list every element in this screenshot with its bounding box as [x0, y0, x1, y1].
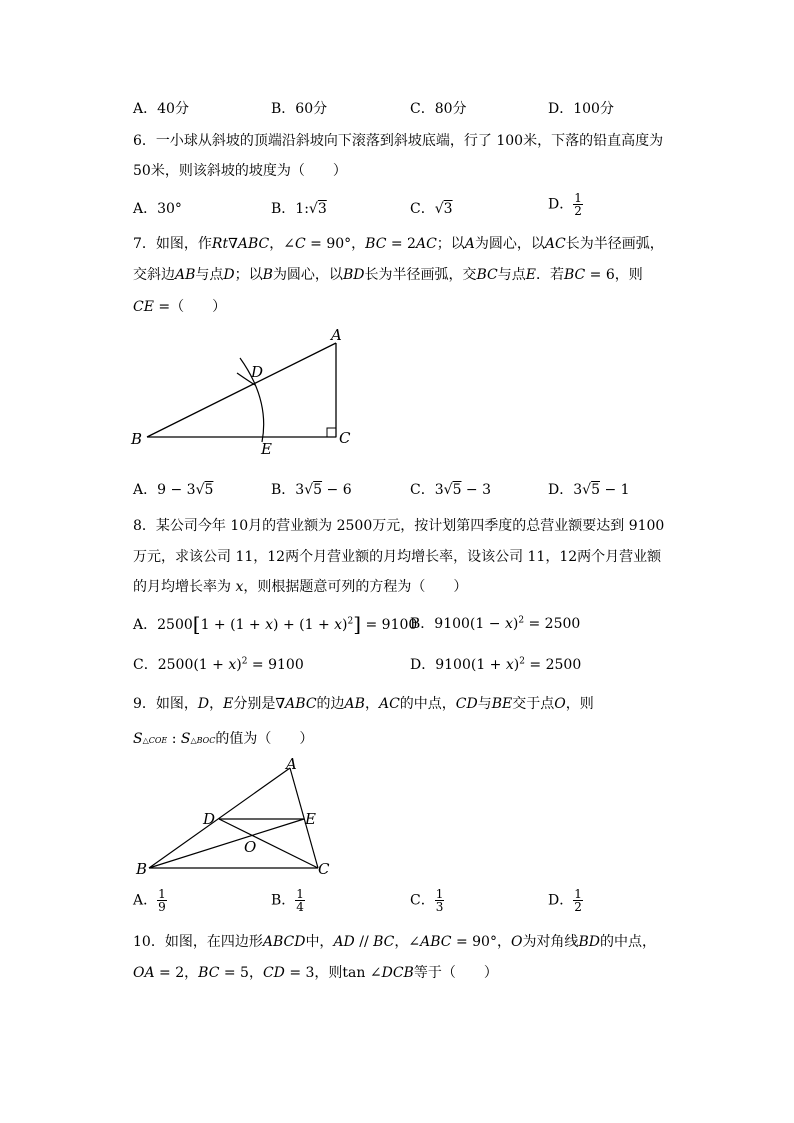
- q7-segment-ab: [147, 343, 336, 437]
- q7-option-d: D．3√5 − 1: [548, 482, 630, 498]
- q8-stem-line-2: 万元，求该公司 11，12两个月营业额的月均增长率，设该公司 11，12两个月营业额: [133, 549, 662, 565]
- q9-figure: [130, 755, 340, 880]
- q9-label-d: D: [203, 810, 216, 828]
- q7-label-d: D: [251, 363, 264, 381]
- q5-option-b: B．60分: [271, 101, 328, 117]
- q6-option-d: D． $\frac{1}{2}$: [548, 191, 582, 218]
- q9-label-b: B: [136, 860, 148, 878]
- q6-option-c: C．√3: [410, 201, 453, 217]
- q9-fraction-a: $\frac{1}{9}$: [158, 887, 166, 914]
- q8-option-a: A．$2500[1 + (1 + x) + (1 + x)^2] = 9100$: [133, 612, 418, 636]
- q9-label-e: E: [305, 810, 316, 828]
- q7-label-e: E: [261, 440, 272, 458]
- q7-label-a: A: [331, 326, 342, 344]
- q7-right-angle-mark: [327, 428, 336, 437]
- q9-label-o: O: [244, 838, 257, 856]
- q5-option-a: A．40分: [133, 101, 189, 117]
- q8-stem-line-1: 8．某公司今年 10月的营业额为 2500万元，按计划第四季度的总营业额要达到 9100: [133, 518, 665, 534]
- q5-option-c: C．80分: [410, 101, 467, 117]
- q7-option-b: B．3√5 − 6: [271, 482, 352, 498]
- q9-option-c: C． $\frac{1}{3}$: [410, 887, 444, 914]
- q9-option-d: D． $\frac{1}{2}$: [548, 887, 582, 914]
- q8-stem-line-3: 的月均增长率为 x，则根据题意可列的方程为（ ）: [133, 579, 468, 595]
- q7-label-b: B: [131, 430, 143, 448]
- q8-option-c: C．$2500(1 + x)^2 = 9100$: [133, 656, 304, 673]
- q6-stem-line-2: 50米，则该斜坡的坡度为（ ）: [133, 163, 347, 179]
- q9-fraction-b: $\frac{1}{4}$: [296, 887, 304, 914]
- q10-stem-line-2: OA = 2，BC = 5，CD = 3，则tan ∠DCB等于（ ）: [133, 965, 498, 981]
- q9-segment-cd: [219, 819, 318, 868]
- q9-segment-be: [149, 819, 304, 868]
- q9-label-c: C: [318, 860, 330, 878]
- q6-option-b: B．1:√3: [271, 201, 327, 217]
- q7-option-a: A．9 − 3√5: [133, 482, 214, 498]
- q9-stem-line-1: 9．如图，D，E分别是∇ABC的边AB，AC的中点，CD与BE交于点O，则: [133, 696, 594, 712]
- q6-option-a: A．30°: [133, 201, 182, 217]
- q7-stem-line-1: 7．如图，作Rt∇ABC，∠C = 90°，BC = 2AC；以A为圆心，以AC长为半径画弧，: [133, 236, 664, 252]
- q9-option-b: B． $\frac{1}{4}$: [271, 887, 304, 914]
- q6-stem-line-1: 6．一小球从斜坡的顶端沿斜坡向下滚落到斜坡底端，行了 100米，下落的铅直高度为: [133, 133, 664, 149]
- q7-stem-line-3: CE =（ ）: [133, 299, 227, 315]
- q6-fraction: $\frac{1}{2}$: [574, 191, 582, 218]
- q8-option-b: B．$9100(1 - x)^2 = 2500$: [410, 615, 581, 632]
- q7-stem-line-2: 交斜边AB与点D；以B为圆心，以BD长为半径画弧，交BC与点E．若BC = 6，则: [133, 267, 643, 283]
- q7-option-c: C．3√5 − 3: [410, 482, 492, 498]
- q9-fraction-d: $\frac{1}{2}$: [574, 887, 582, 914]
- q8-option-d: D．$9100(1 + x)^2 = 2500$: [410, 656, 582, 673]
- q9-option-a: A． $\frac{1}{9}$: [133, 887, 166, 914]
- q9-stem-line-2: S△COE : S△BOC的值为（ ）: [133, 731, 314, 747]
- q5-option-d: D．100分: [548, 101, 614, 117]
- q10-stem-line-1: 10．如图，在四边形ABCD中，AD // BC，∠ABC = 90°，O为对角线BD的中点，: [133, 934, 656, 950]
- q7-figure: [125, 325, 365, 460]
- q7-label-c: C: [339, 429, 351, 447]
- q9-fraction-c: $\frac{1}{3}$: [435, 887, 444, 914]
- q9-segment-ab: [149, 768, 290, 868]
- q9-label-a: A: [286, 755, 297, 773]
